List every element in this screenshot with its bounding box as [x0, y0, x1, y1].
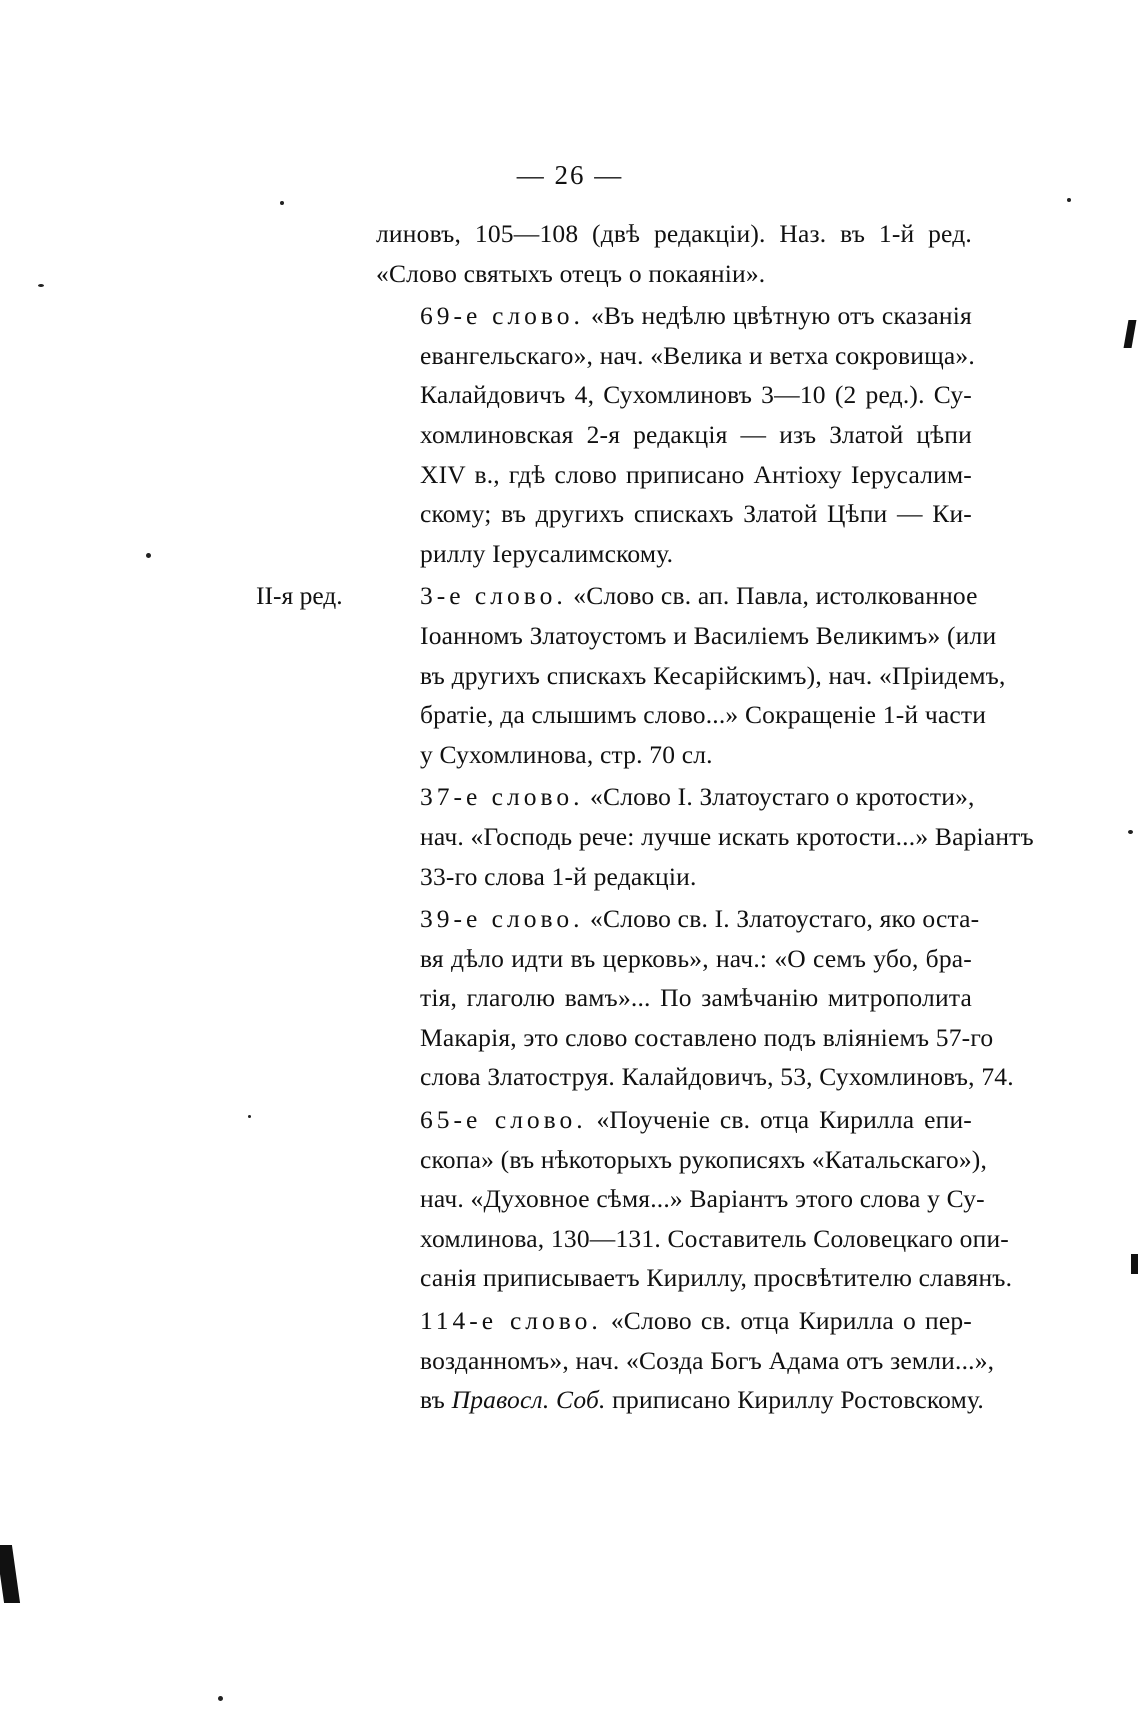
text-line: вя дѣло идти въ церковь», нач.: «О семъ убо, бра- [420, 943, 972, 973]
text-line: хомлиновская 2-я редакція — изъ Златой цѣпи [420, 419, 972, 449]
scan-speck [146, 553, 151, 558]
paragraph-slovo-3 [376, 576, 1006, 774]
paragraph-slovo-39 [376, 899, 1014, 1097]
text-line: скому; въ другихъ спискахъ Златой Цѣпи — Ки- [420, 499, 972, 529]
italic-abbreviation: Соб. [555, 1385, 606, 1415]
text-line: 33-го слова 1-й редакціи. [420, 861, 697, 891]
text-line: скопа» (въ нѣкоторыхъ рукописяхъ «Катальскаго»), [420, 1144, 988, 1174]
text-line: «Въ недѣлю цвѣтную отъ сказанія [583, 301, 972, 331]
scan-speck [248, 1115, 251, 1118]
text-line: «Слово св. ап. Павла, истолкованное [566, 581, 978, 611]
text-line: риллу Іерусалимскому. [420, 538, 674, 568]
paragraph-continuation [376, 214, 972, 293]
paragraph-slovo-114 [376, 1301, 995, 1420]
paragraph-slovo-69 [376, 296, 975, 573]
italic-abbreviation: Правосл. [451, 1385, 550, 1415]
entry-heading: 69-е слово. [420, 301, 584, 331]
text-line: «Слово святыхъ отецъ о покаяніи». [376, 258, 766, 288]
text-line: нач. «Господь рече: лучше искать кротости...» Варіантъ [420, 821, 1034, 851]
text-line: «Поученіе св. отца Кирилла епи- [586, 1105, 972, 1135]
scan-edge-mark [0, 1545, 20, 1603]
entry-heading: 3-е слово. [420, 581, 567, 611]
text-line: слова Златоструя. Калайдовичъ, 53, Сухомлиновъ, 74. [420, 1062, 1014, 1092]
text-line: хомлинова, 130—131. Составитель Соловецкаго опи- [420, 1223, 1009, 1253]
page-number: — 26 — [516, 160, 624, 190]
scan-speck [38, 284, 44, 287]
scan-speck [280, 201, 284, 205]
text-line: «Слово св. отца Кирилла о пер- [601, 1306, 972, 1336]
text-column [376, 214, 1034, 1423]
scan-speck [1067, 198, 1071, 202]
text-line: санія приписываетъ Кириллу, просвѣтителю славянъ. [420, 1263, 1013, 1293]
margin-note-redaction: II-я ред. [256, 581, 343, 610]
text-line: XIV в., гдѣ слово приписано Антіоху Іерусалим- [420, 459, 972, 489]
text-line: тія, глаголю вамъ»... По замѣчанію митрополита [420, 983, 972, 1013]
text-line: евангельскаго», нач. «Велика и ветха сокровища». [420, 340, 975, 370]
text-line: у Сухомлинова, стр. 70 сл. [420, 739, 713, 769]
entry-heading: 114-е слово. [420, 1306, 602, 1336]
text-line: въ другихъ спискахъ Кесарійскимъ), нач. «Пріидемъ, [420, 660, 1006, 690]
entry-heading: 37-е слово. [420, 782, 584, 812]
scan-speck [218, 1696, 223, 1701]
text-line: Іоанномъ Златоустомъ и Василіемъ Великимъ» (или [420, 620, 997, 650]
paragraph-slovo-37 [376, 777, 1034, 896]
text-line-with-italics: въ Правосл. Соб. приписано Кириллу Ростовскому. [420, 1385, 984, 1415]
text-line: Калайдовичъ 4, Сухомлиновъ 3—10 (2 ред.). Су- [420, 380, 972, 410]
text-line: братіе, да слышимъ слово...» Сокращеніе 1-й части [420, 700, 987, 730]
text-line: «Слово І. Златоустаго о кротости», [583, 782, 975, 812]
text-line: нач. «Духовное сѣмя...» Варіантъ этого слова у Су- [420, 1184, 985, 1214]
scan-edge-mark [1124, 320, 1137, 348]
entry-heading: 65-е слово. [420, 1105, 587, 1135]
entry-heading: 39-е слово. [420, 904, 584, 934]
text-line: Макарія, это слово составлено подъ вліяніемъ 57-го [420, 1022, 994, 1052]
scan-speck [1128, 830, 1133, 834]
scan-edge-mark [1131, 1254, 1138, 1274]
text-line: «Слово св. І. Златоустаго, яко оста- [583, 904, 980, 934]
text-line: линовъ, 105—108 (двѣ редакціи). Наз. въ 1-й ред. [376, 219, 972, 248]
text-line: возданномъ», нач. «Созда Богъ Адама отъ земли...», [420, 1345, 995, 1375]
paragraph-slovo-65 [376, 1100, 1013, 1298]
